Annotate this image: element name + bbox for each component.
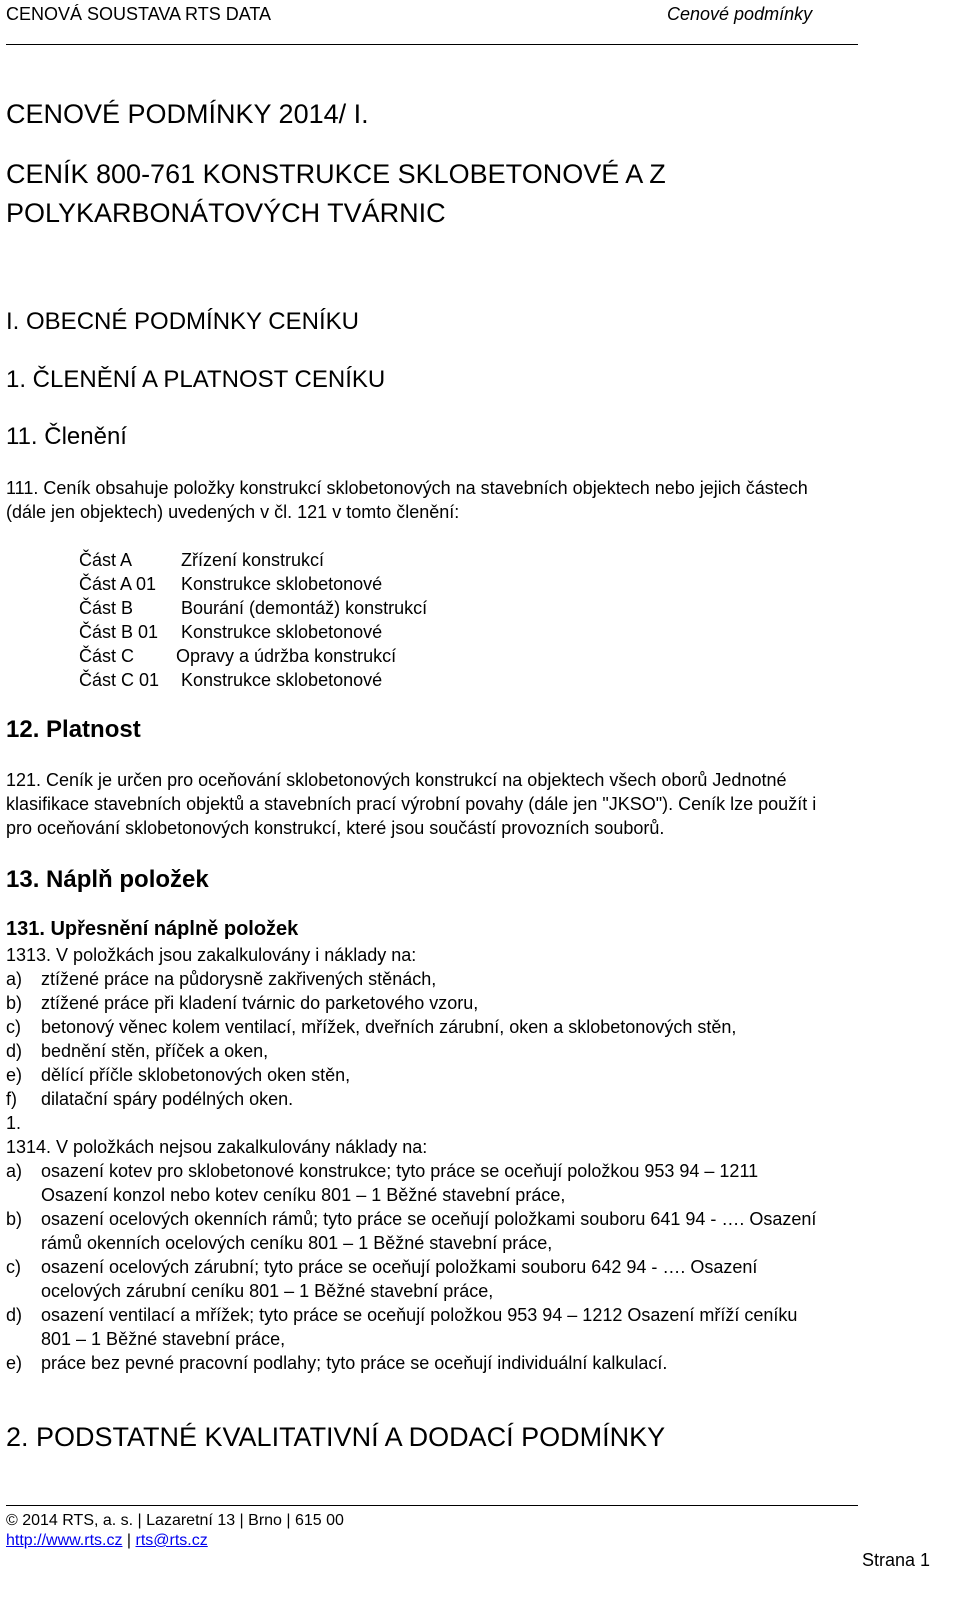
list-text: ztížené práce na půdorysně zakřivených stěnách, <box>41 969 437 989</box>
para-1314: 1314. V položkách nejsou zakalkulovány náklady na: <box>6 1137 428 1157</box>
footer-web-link[interactable]: http://www.rts.cz <box>6 1532 123 1549</box>
footer-rule <box>6 1505 858 1506</box>
para-1313: 1313. V položkách jsou zakalkulovány i náklady na: <box>6 945 417 965</box>
list-marker: a) <box>6 1161 23 1181</box>
stray-number: 1. <box>6 1113 22 1133</box>
section-heading-2: 2. PODSTATNÉ KVALITATIVNÍ A DODACÍ PODMÍNKY <box>6 1422 666 1452</box>
section-heading-131: 131. Upřesnění náplně položek <box>6 918 299 940</box>
doc-subtitle-line1: CENÍK 800-761 KONSTRUKCE SKLOBETONOVÉ A Z <box>6 159 666 189</box>
part-value: Bourání (demontáž) konstrukcí <box>181 598 428 618</box>
list-text: ztížené práce při kladení tvárnic do parketového vzoru, <box>41 993 479 1013</box>
page-number: Strana 1 <box>862 1550 931 1570</box>
footer-email-link[interactable]: rts@rts.cz <box>135 1532 208 1549</box>
list-marker: d) <box>6 1305 23 1325</box>
section-heading-13: 13. Náplň položek <box>6 866 209 893</box>
list-marker: f) <box>6 1089 17 1109</box>
list-text: betonový věnec kolem ventilací, mřížek, dveřních zárubní, oken a sklobetonových stěn, <box>41 1017 737 1037</box>
list-marker: c) <box>6 1017 21 1037</box>
footer-separator: | <box>122 1532 136 1549</box>
list-marker: d) <box>6 1041 23 1061</box>
para-121-line1: 121. Ceník je určen pro oceňování sklobetonových konstrukcí na objektech všech oborů Jednotné <box>6 770 787 790</box>
doc-title: CENOVÉ PODMÍNKY 2014/ I. <box>6 99 369 129</box>
part-value: Opravy a údržba konstrukcí <box>176 646 397 666</box>
section-heading-1-1: 1. ČLENĚNÍ A PLATNOST CENÍKU <box>6 366 386 393</box>
part-key: Část C 01 <box>79 670 160 690</box>
list-marker: e) <box>6 1353 23 1373</box>
part-value: Zřízení konstrukcí <box>181 550 325 570</box>
list-marker: a) <box>6 969 23 989</box>
para-111-line1: 111. Ceník obsahuje položky konstrukcí sklobetonových na stavebních objektech nebo jejich částech <box>6 478 808 498</box>
section-heading-11: 11. Členění <box>6 423 127 450</box>
header-right: Cenové podmínky <box>667 4 813 24</box>
section-heading-12: 12. Platnost <box>6 716 141 743</box>
para-121-line2: klasifikace stavebních objektů a stavebních prací výrobní povahy (dále jen "JKSO"). Ceník lze použít i <box>6 794 817 814</box>
list-text: osazení ocelových zárubní; tyto práce se oceňují položkami souboru 642 94 - …. Osazení <box>41 1257 758 1277</box>
footer-address: © 2014 RTS, a. s. | Lazaretní 13 | Brno | 615 00 <box>6 1512 344 1529</box>
para-111-line2: (dále jen objektech) uvedených v čl. 121 v tomto členění: <box>6 502 460 522</box>
list-text: práce bez pevné pracovní podlahy; tyto práce se oceňují individuální kalkulací. <box>41 1353 668 1373</box>
list-marker: b) <box>6 993 23 1013</box>
list-marker: c) <box>6 1257 21 1277</box>
part-value: Konstrukce sklobetonové <box>181 622 383 642</box>
footer-links <box>6 1532 208 1550</box>
section-heading-1: I. OBECNÉ PODMÍNKY CENÍKU <box>6 308 359 335</box>
part-key: Část B 01 <box>79 622 159 642</box>
header-left: CENOVÁ SOUSTAVA RTS DATA <box>6 4 272 24</box>
header-rule <box>6 44 858 45</box>
list-text: dělící příčle sklobetonových oken stěn, <box>41 1065 351 1085</box>
part-key: Část B <box>79 598 134 618</box>
part-key: Část A 01 <box>79 574 157 594</box>
list-text: dilatační spáry podélných oken. <box>41 1089 294 1109</box>
list-text: osazení kotev pro sklobetonové konstrukce; tyto práce se oceňují položkou 953 94 – 1211 <box>41 1161 759 1181</box>
list-text: Osazení konzol nebo kotev ceníku 801 – 1 Běžné stavební práce, <box>41 1185 566 1205</box>
part-value: Konstrukce sklobetonové <box>181 574 383 594</box>
list-marker: b) <box>6 1209 23 1229</box>
list-text: bednění stěn, příček a oken, <box>41 1041 269 1061</box>
part-key: Část A <box>79 550 133 570</box>
list-text: ocelových zárubní ceníku 801 – 1 Běžné stavební práce, <box>41 1281 494 1301</box>
list-marker: e) <box>6 1065 23 1085</box>
list-text: osazení ocelových okenních rámů; tyto práce se oceňují položkami souboru 641 94 - …. Osazení <box>41 1209 817 1229</box>
part-key: Část C <box>79 646 135 666</box>
list-text: osazení ventilací a mřížek; tyto práce se oceňují položkou 953 94 – 1212 Osazení mříží ceníku <box>41 1305 798 1325</box>
para-121-line3: pro oceňování sklobetonových konstrukcí, které jsou součástí provozních souborů. <box>6 818 665 838</box>
list-text: 801 – 1 Běžné stavební práce, <box>41 1329 286 1349</box>
part-value: Konstrukce sklobetonové <box>181 670 383 690</box>
doc-subtitle-line2: POLYKARBONÁTOVÝCH TVÁRNIC <box>6 198 446 228</box>
list-text: rámů okenních ocelových ceníku 801 – 1 Běžné stavební práce, <box>41 1233 553 1253</box>
